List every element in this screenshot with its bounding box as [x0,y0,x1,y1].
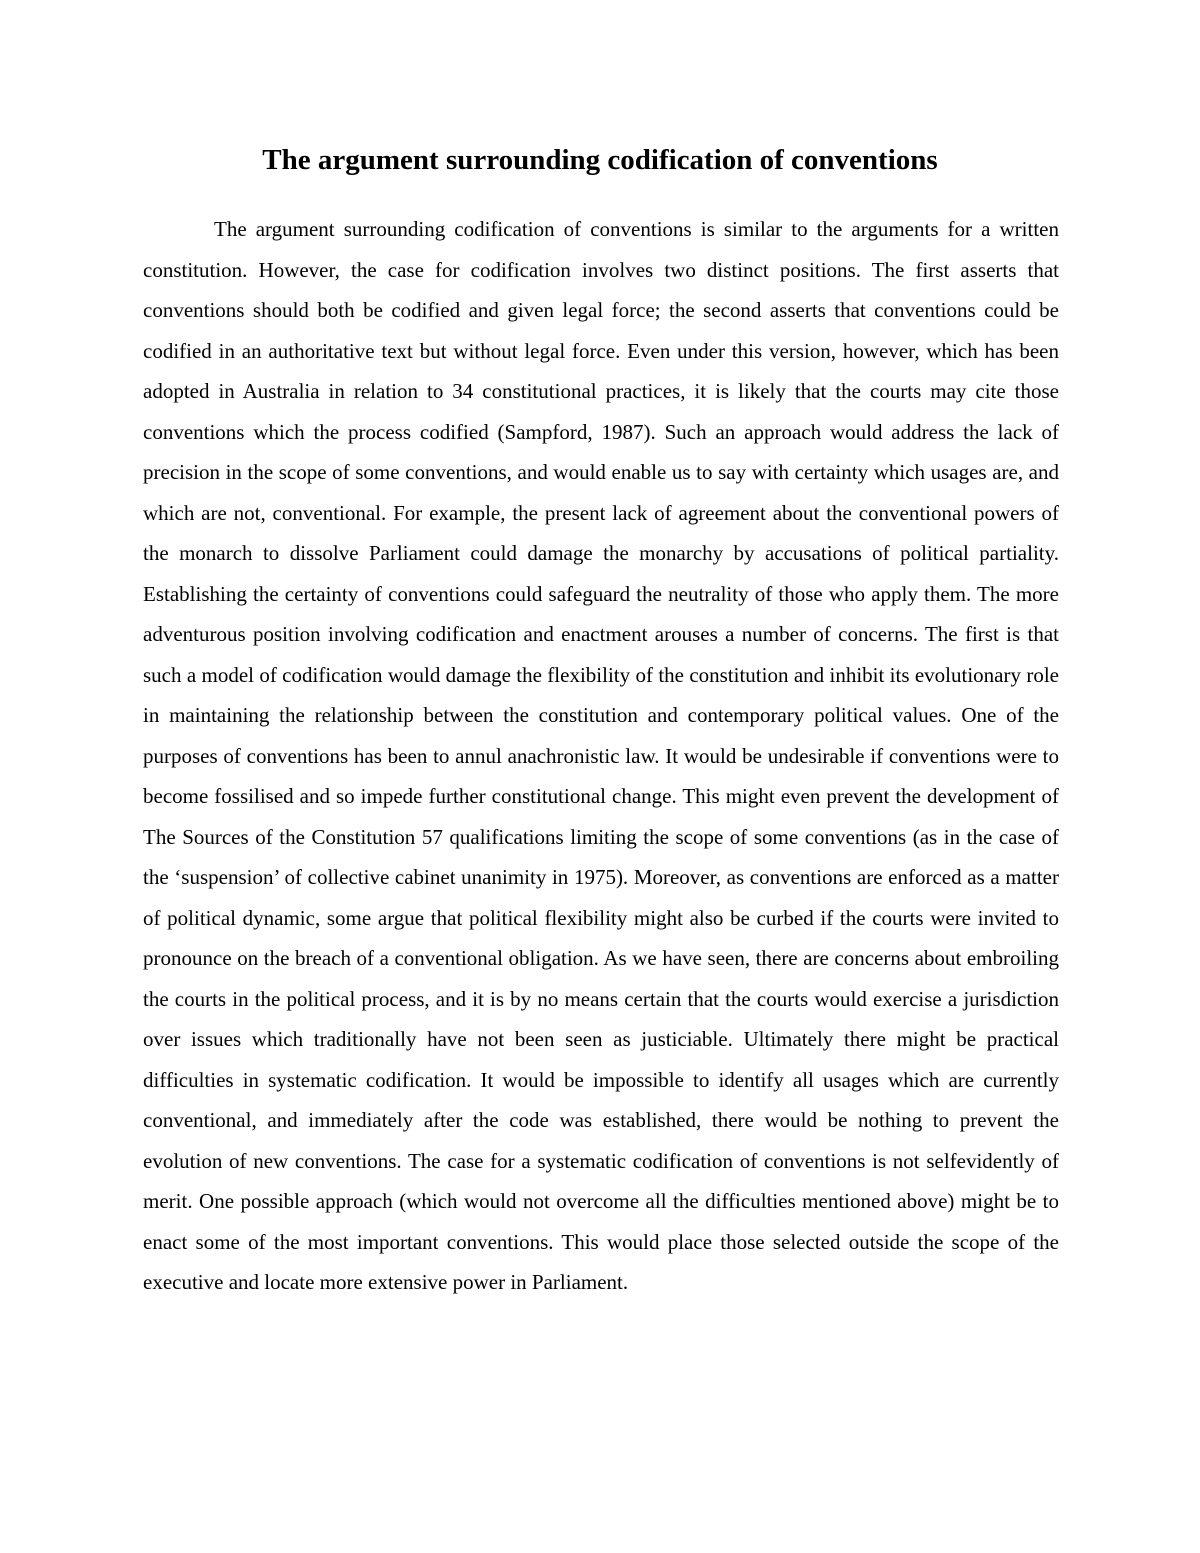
body-paragraph: The argument surrounding codification of conventions is similar to the arguments for a written constitution. However, the case for codification involves two distinct positions. The first asserts that conventions should both be codified and given legal force; the second asserts that conventions could be codified in an authoritative text but without legal force. Even under this version, however, which has been adopted in Australia in relation to 34 constitutional practices, it is likely that the courts may cite those conventions which the process codified (Sampford, 1987). Such an approach would address the lack of precision in the scope of some conventions, and would enable us to say with certainty which usages are, and which are not, conventional. For example, the present lack of agreement about the conventional powers of the monarch to dissolve Parliament could damage the monarchy by accusations of political partiality. Establishing the certainty of conventions could safeguard the neutrality of those who apply them. The more adventurous position involving codification and enactment arouses a number of concerns. The first is that such a model of codification would damage the flexibility of the constitution and inhibit its evolutionary role in maintaining the relationship between the constitution and contemporary political values. One of the purposes of conventions has been to annul anachronistic law. It would be undesirable if conventions were to become fossilised and so impede further constitutional change. This might even prevent the development of The Sources of the Constitution 57 qualifications limiting the scope of some conventions (as in the case of the ‘suspension’ of collective cabinet unanimity in 1975). Moreover, as conventions are enforced as a matter of political dynamic, some argue that political flexibility might also be curbed if the courts were invited to pronounce on the breach of a conventional obligation. As we have seen, there are concerns about embroiling the courts in the political process, and it is by no means certain that the courts would exercise a jurisdiction over issues which traditionally have not been seen as justiciable. Ultimately there might be practical difficulties in systematic codification. It would be impossible to identify all usages which are currently conventional, and immediately after the code was established, there would be nothing to prevent the evolution of new conventions. The case for a systematic codification of conventions is not selfevidently of merit. One possible approach (which would not overcome all the difficulties mentioned above) might be to enact some of the most important conventions. This would place those selected outside the scope of the executive and locate more extensive power in Parliament. [143,217,1059,1294]
document-title: The argument surrounding codification of conventions [262,144,938,176]
